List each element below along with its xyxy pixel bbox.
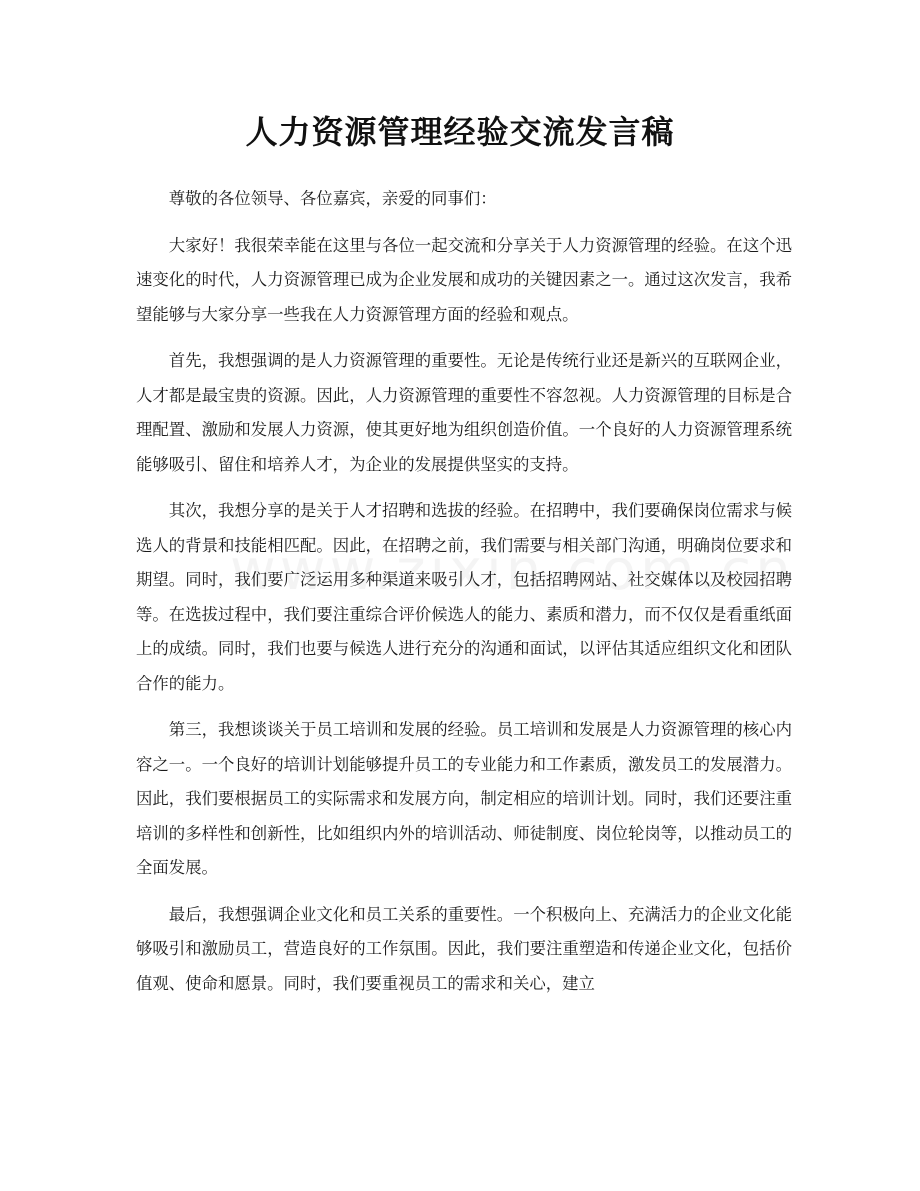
paragraph-training: 第三，我想谈谈关于员工培训和发展的经验。员工培训和发展是人力资源管理的核心内容之一。一个良好的培训计划能够提升员工的专业能力和工作素质，激发员工的发展潜力。因此，我们要根据员工的实际需求和发展方向，制定相应的培训计划。同时，我们还要注重培训的多样性和创新性，比如组织内外的培训活动、师徒制度、岗位轮岗等，以推动员工的全面发展。	[136, 720, 792, 877]
paragraph-intro: 大家好！我很荣幸能在这里与各位一起交流和分享关于人力资源管理的经验。在这个迅速变化的时代，人力资源管理已成为企业发展和成功的关键因素之一。通过这次发言，我希望能够与大家分享一些我在人力资源管理方面的经验和观点。	[136, 235, 792, 324]
paragraph-recruitment: 其次，我想分享的是关于人才招聘和选拔的经验。在招聘中，我们要确保岗位需求与候选人的背景和技能相匹配。因此，在招聘之前，我们需要与相关部门沟通，明确岗位要求和期望。同时，我们要广泛运用多种渠道来吸引人才，包括招聘网站、社交媒体以及校园招聘等。在选拔过程中，我们要注重综合评价候选人的能力、素质和潜力，而不仅仅是看重纸面上的成绩。同时，我们也要与候选人进行充分的沟通和面试，以评估其适应组织文化和团队合作的能力。	[136, 501, 792, 693]
document-body	[136, 182, 792, 1013]
paragraph-culture: 最后，我想强调企业文化和员工关系的重要性。一个积极向上、充满活力的企业文化能够吸引和激励员工，营造良好的工作氛围。因此，我们要注重塑造和传递企业文化，包括价值观、使命和愿景。同时，我们要重视员工的需求和关心，建立	[136, 904, 792, 993]
paragraph-salutation: 尊敬的各位领导、各位嘉宾，亲爱的同事们：	[168, 189, 497, 208]
paragraph-importance: 首先，我想强调的是人力资源管理的重要性。无论是传统行业还是新兴的互联网企业，人才都是最宝贵的资源。因此，人力资源管理的重要性不容忽视。人力资源管理的目标是合理配置、激励和发展人力资源，使其更好地为组织创造价值。一个良好的人力资源管理系统能够吸引、留住和培养人才，为企业的发展提供坚实的支持。	[136, 351, 792, 474]
document-title: 人力资源管理经验交流发言稿	[245, 113, 675, 151]
